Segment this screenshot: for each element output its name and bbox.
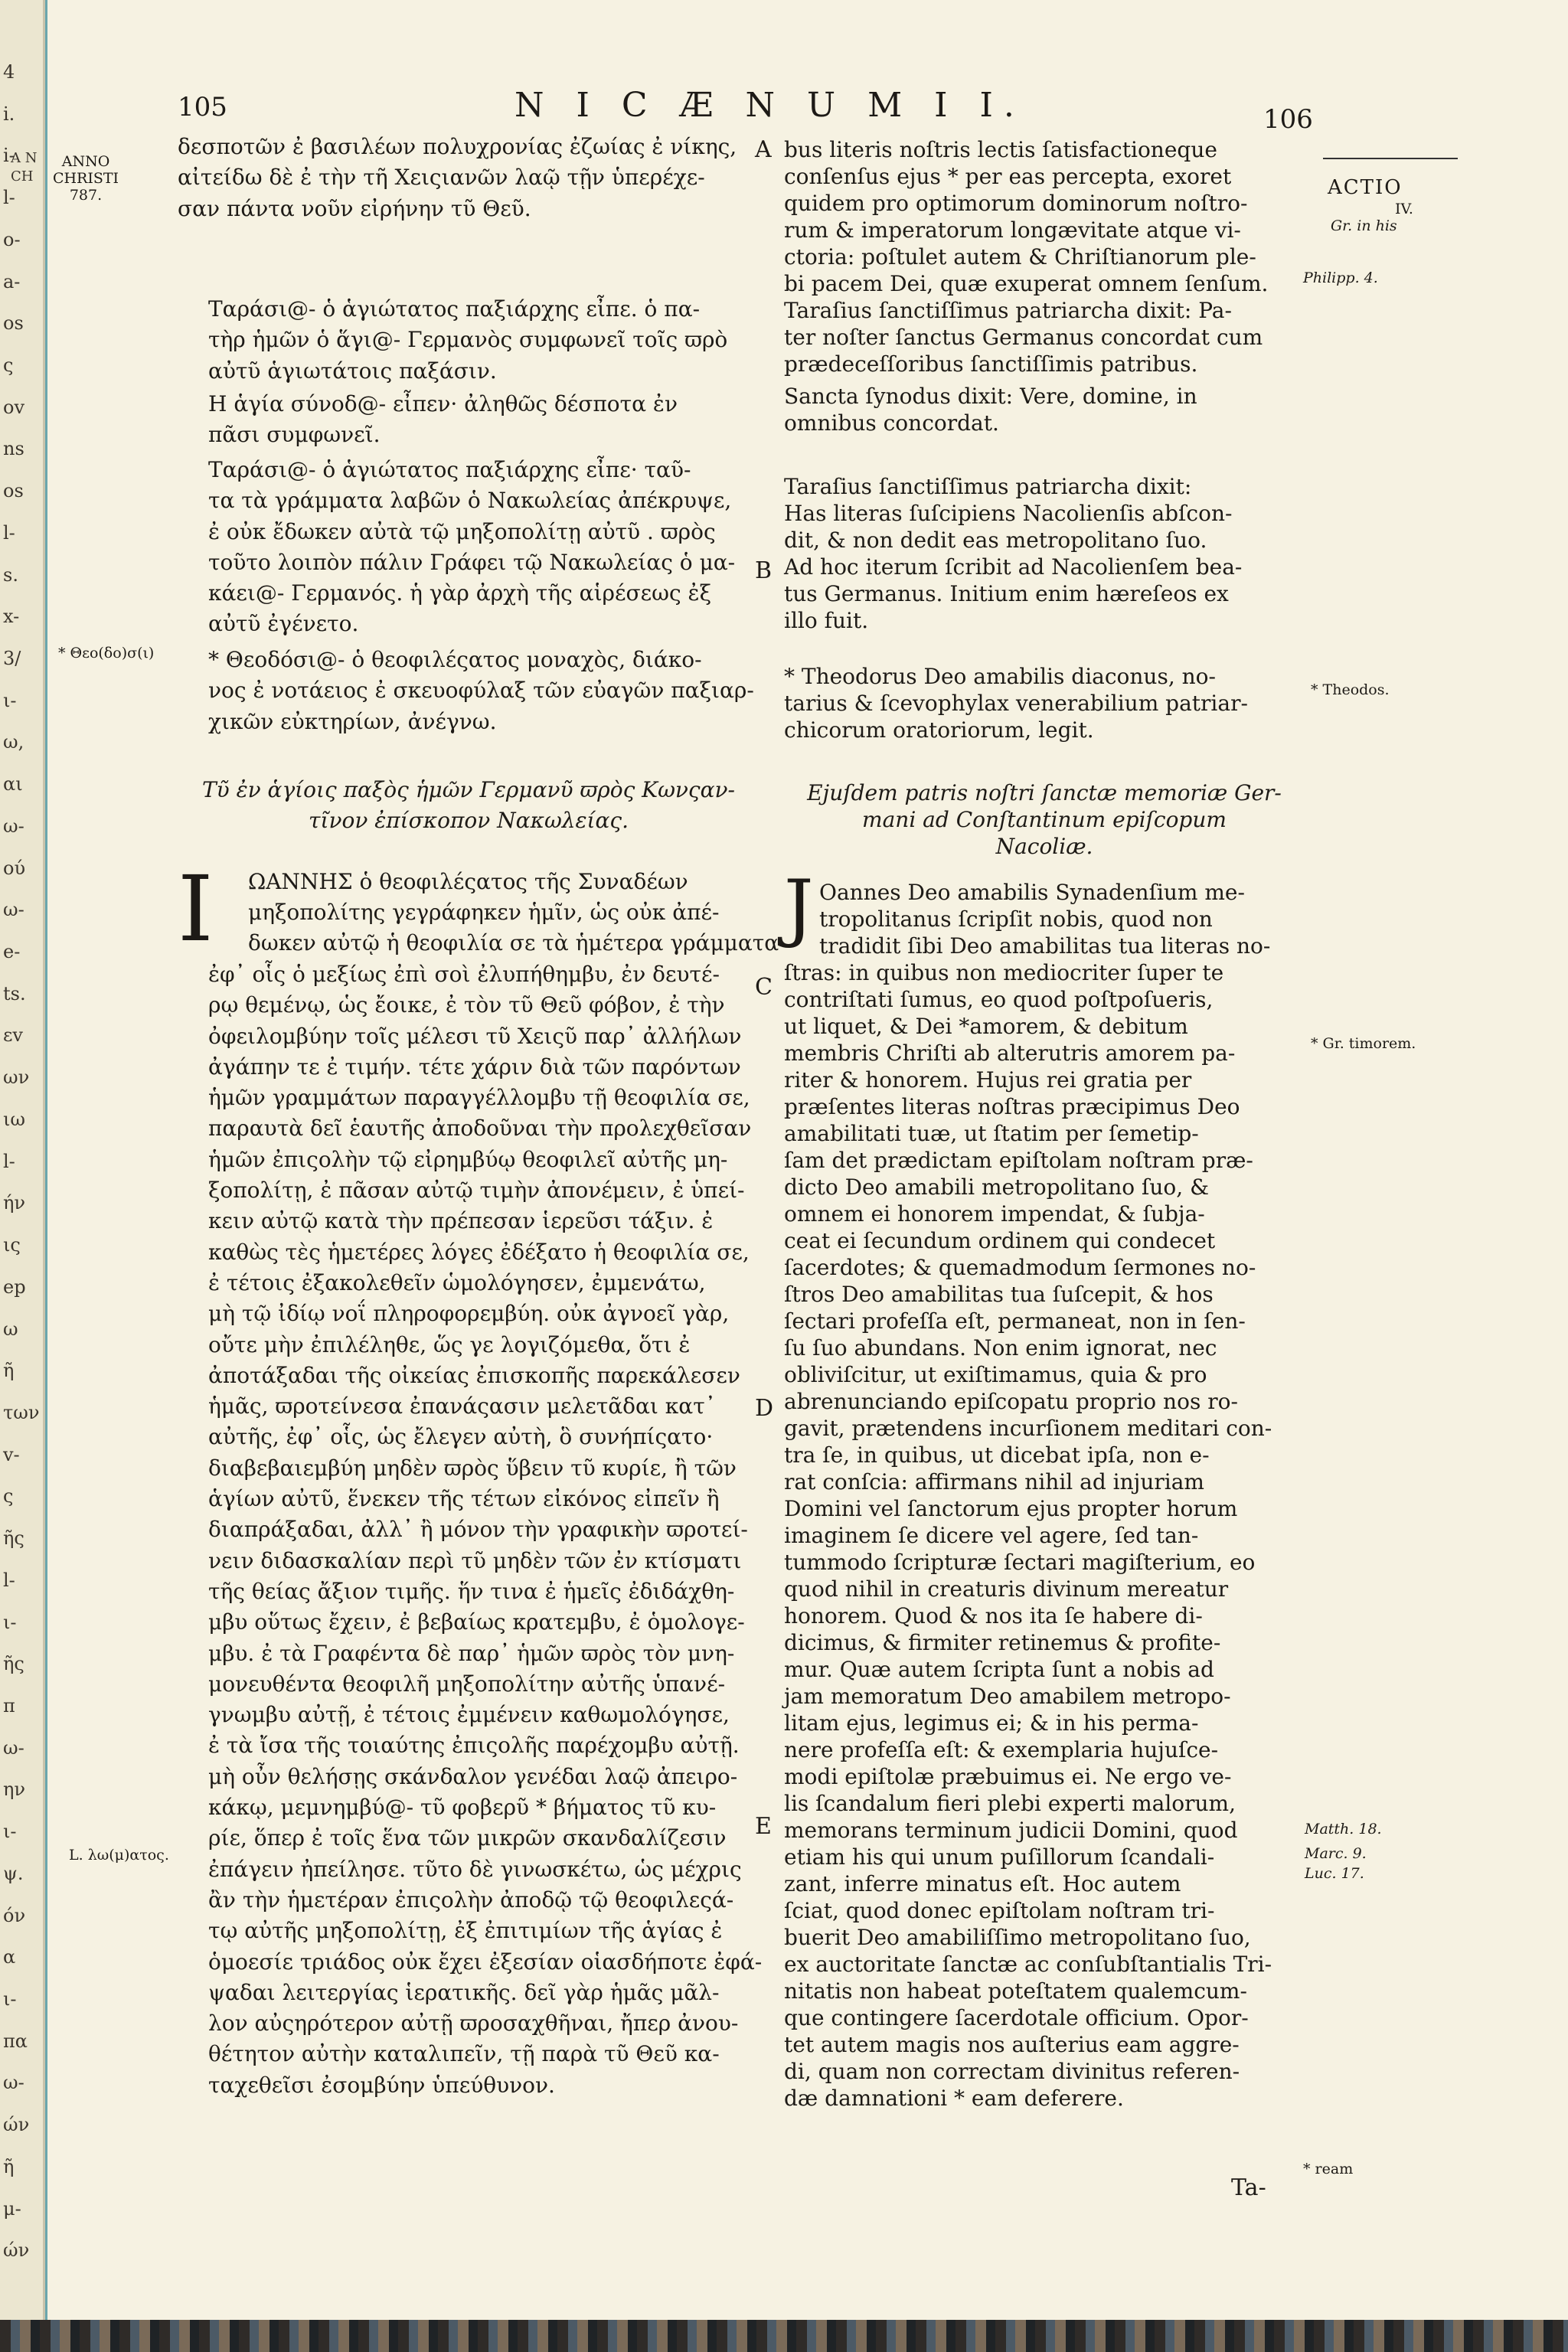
text-line: ut liquet, & Dei *amorem, & debitum [784, 1014, 1188, 1039]
text-line: chicorum oratoriorum, legit. [784, 717, 1094, 743]
text-line: χικῶν εὐκτηρίων, ἀνέγνω. [208, 708, 497, 734]
greek-letter-heading [185, 775, 752, 837]
text-line: δωκεν αὐτῷ ἡ θεοφιλία σε τὰ ἡμέτερα γράμματα· [248, 930, 786, 956]
text-line: ἡμῶν γραμμάτων παραγγέλλομβυ τῇ θεοφιλία σε, [208, 1085, 750, 1111]
text-line: riter & honorem. Hujus rei gratia per [784, 1067, 1192, 1093]
text-line: imaginem ſe dicere vel agere, ſed tan- [784, 1523, 1199, 1548]
text-line: μβυ οὕτως ἔχειν, ἐ βεβαίως κρατεμβυ, ἐ ὁμολογε- [208, 1609, 745, 1635]
strip-fragment: ι- [3, 1988, 17, 2010]
strip-fragment: s. [3, 564, 18, 586]
strip-fragment: ι- [3, 1821, 17, 1843]
text-line: κάει@- Γερμανός. ἡ γὰρ ἀρχὴ τῆς αἱρέσεως ἐξ [208, 580, 711, 606]
text-line: buerit Deo amabiliſſimo metropolitano ſuo, [784, 1925, 1251, 1950]
strip-fragment: ων [3, 1067, 30, 1089]
strip-fragment: a- [3, 270, 21, 292]
latin-paragraph-4 [784, 473, 1242, 634]
text-line: mur. Quæ autem ſcripta ſunt a nobis ad [784, 1657, 1214, 1682]
text-line: ἐ τὰ ἴσα τῆς τοιαύτης ἐπιςολῆς παρέχομβυ αὐτῇ. [208, 1733, 740, 1759]
text-line: νος ἐ νοτάειος ἐ σκευοφύλαξ τῶν εὐαγῶν παξιαρ- [208, 678, 754, 704]
text-line: ἐ τέτοις ἐξακολεθεῖν ὡμολόγησεν, ἐμμενάτω, [208, 1269, 706, 1295]
strip-fragment: ῆς [3, 1527, 24, 1550]
text-line: nere profeſſa eſt: & exemplaria hujuſce- [784, 1737, 1219, 1762]
text-line: Ad hoc iterum ſcribit ad Nacolienſem bea- [784, 554, 1243, 580]
text-line: ἡμῶν ἐπιςολὴν τῷ εἰρημβύῳ θεοφιλεῖ αὐτῆς μη- [208, 1146, 728, 1172]
text-line: αἰτείδω δὲ ἐ τὴν τῆ Χειςιανῶν λαῷ τῇν ὑπερέχε- [178, 165, 705, 191]
strip-fragment: ιω [3, 1108, 25, 1130]
strip-fragment: μ- [3, 2197, 21, 2220]
strip-anno-fragment: A N [11, 150, 38, 166]
strip-fragment: 3/ [3, 648, 21, 670]
anno-christi-note: ANNO CHRISTI 787. [52, 153, 119, 204]
latin-letter-body [784, 959, 1272, 2112]
text-line: gavit, prætendens incurſionem meditari con- [784, 1416, 1272, 1441]
text-line: ceat ei ſecundum ordinem qui condecet [784, 1228, 1216, 1253]
latin-letter-heading [784, 779, 1305, 860]
text-line: omnem ei honorem impendat, & ſubja- [784, 1201, 1205, 1227]
strip-fragment: e- [3, 941, 21, 963]
text-line: lis ſcandalum fieri plebi experti malorum, [784, 1791, 1236, 1816]
text-line: διαπράξαδαι, ἀλλ᾽ ἢ μόνον τὴν γραφικὴν ϖροτεί- [208, 1517, 748, 1543]
text-line: λον αὐςηρότερον αὐτῇ ϖροσαχθῆναι, ἤπερ ἀνου- [208, 2011, 739, 2037]
text-line: quidem pro optimorum dominorum noſtro- [784, 191, 1248, 216]
latin-paragraph-1 [784, 136, 1268, 297]
margin-note-gr-in-his: Gr. in his [1331, 217, 1397, 234]
page-number-right: 106 [1263, 104, 1313, 135]
text-line: ex auctoritate ſanctæ ac conſubſtantialis Tri- [784, 1952, 1272, 1977]
text-line: οὔτε μὴν ἐπιλέληθε, ὥς γε λογιζόμεθα, ὅτι ἐ [208, 1331, 691, 1357]
strip-fragment: o- [3, 228, 21, 250]
strip-fragment: ι- [3, 1611, 17, 1633]
text-line: τὴρ ἡμῶν ὁ ἅγι@- Γερμανὸς συμφωνεῖ τοῖς ϖρὸ [208, 327, 728, 353]
section-letter-c: C [755, 974, 773, 1001]
section-letter-d: D [755, 1395, 774, 1422]
text-line: ἐ οὐκ ἔδωκεν αὐτὰ τῷ μηξοπολίτῃ αὐτῦ . ϖρὸς [208, 518, 716, 544]
text-line: dicimus, & firmiter retinemus & profite- [784, 1630, 1221, 1655]
text-line: ρῳ θεμένῳ, ὡς ἔοικε, ἐ τὸν τῦ Θεῦ φόβον, ἐ τὴν [208, 992, 725, 1018]
text-line: abrenunciando epiſcopatu proprio nos ro- [784, 1389, 1238, 1414]
strip-fragment: l- [3, 521, 15, 544]
strip-fragment: os [3, 312, 24, 335]
latin-letter-first-line: Oannes Deo amabilis Synadenſium me- [819, 880, 1245, 905]
text-line: γνωμβυ αὐτῇ, ἐ τέτοις ἐμμένειν καθωμολόγησε, [208, 1702, 730, 1728]
text-line: Η ἁγία σύνοδ@- εἶπεν· ἀληθῶς δέσποτα ἐν [208, 391, 678, 416]
text-line: δεσποτῶν ἐ βασιλέων πολυχρονίας ἐζωίας ἐ νίκης, [178, 134, 737, 159]
text-line: ἐπάγειν ἠπείλησε. τῦτο δὲ γινωσκέτω, ὡς μέχρις [208, 1856, 742, 1882]
text-line: Taraſius ſanctiſſimus patriarcha dixit: Pa- [784, 298, 1232, 323]
strip-fragment: ς [3, 1485, 14, 1508]
text-line: * Theodorus Deo amabilis diaconus, no- [784, 664, 1216, 689]
text-line: Τῦ ἐν ἁγίοις παξὸς ἡμῶν Γερμανῦ ϖρὸς Κωνςαν- [201, 777, 736, 802]
text-line: ſciat, quod donec epiſtolam noſtram tri- [784, 1898, 1215, 1923]
strip-fragment: l- [3, 187, 15, 209]
text-line: ξοπολίτῃ, ἐ πᾶσαν αὐτῷ τιμὴν ἀπονέμειν, ἐ ὑπεί- [208, 1178, 745, 1204]
text-line: ἐφ᾽ οἷς ὁ μεξίως ἐπὶ σοὶ ἐλυπήθημβυ, ἐν δευτέ- [208, 962, 720, 987]
text-line: ἀγάπην τε ἐ τιμήν. τέτε χάριν διὰ τῶν παρόντων [208, 1054, 741, 1080]
text-line: Nacoliæ. [995, 834, 1093, 859]
section-letter-e: E [755, 1813, 772, 1840]
text-line: honorem. Quod & nos ita ſe habere di- [784, 1603, 1203, 1628]
margin-note-philipp: Philipp. 4. [1303, 270, 1378, 286]
text-line: Ταράσι@- ὁ ἁγιώτατος παξιάρχης εἶπε· ταῦ- [208, 457, 691, 482]
text-line: membris Chriſti ab alterutris amorem pa- [784, 1040, 1236, 1066]
text-line: bus literis noſtris lectis ſatisfactioneque [784, 137, 1217, 162]
text-line: τῖνον ἐπίσκοπον Νακωλείας. [308, 808, 629, 834]
text-line: μὴ οὖν θελήσῃς σκάνδαλον γενέδαι λαῷ ἀπειρο- [208, 1763, 738, 1789]
adjacent-page-strip [0, 0, 45, 2352]
section-letter-b: B [755, 557, 773, 584]
strip-fragment: ών [3, 2239, 30, 2262]
text-line: καθὼς τὲς ἡμετέρες λόγες ἐδέξατο ἡ θεοφιλία σε, [208, 1239, 750, 1265]
text-line: θέτητον αὐτὴν καταλιπεῖν, τῇ παρὰ τῦ Θεῦ κα- [208, 2041, 720, 2067]
text-line: ἂν τὴν ἡμετέραν ἐπιςολὴν ἀποδῷ τῷ θεοφιλεςά- [208, 1886, 734, 1913]
text-line: ταχεθεῖσι ἐσομβύην ὑπεύθυνον. [208, 2072, 555, 2098]
greek-initial: Ι [178, 856, 214, 962]
text-line: ὀφειλομβύην τοῖς μέλεσι τῦ Χειςῦ παρ᾽ ἀλλήλων [208, 1023, 742, 1049]
text-line: ρίε, ὅπερ ἐ τοῖς ἕνα τῶν μικρῶν σκανδαλίζεσιν [208, 1825, 727, 1851]
text-line: rat conſcia: affirmans nihil ad injuriam [784, 1469, 1204, 1494]
strip-fragment: ω- [3, 815, 24, 837]
text-line: πᾶσι συμφωνεῖ. [208, 422, 381, 448]
text-line: τα τὰ γράμματα λαβῶν ὁ Νακωλείας ἀπέκρυψε, [208, 488, 732, 514]
greek-letter-body [208, 959, 762, 2101]
text-line: τῆς θείας ἄξιον τιμῆς. ἥν τινα ἐ ἡμεῖς ἐδιδάχθη- [208, 1578, 735, 1604]
margin-rule [1323, 158, 1458, 159]
text-line: conſenſus ejus * per eas percepta, exoret [784, 164, 1232, 189]
text-line: que contingere ſacerdotale officium. Opor- [784, 2005, 1249, 2030]
strip-fragment: ήν [3, 1192, 25, 1214]
greek-paragraph-4 [208, 455, 735, 640]
text-line: modi epiſtolæ præbuimus ei. Ne ergo ve- [784, 1764, 1232, 1789]
page-number-left: 105 [178, 92, 227, 122]
text-line: mani ad Conſtantinum epiſcopum [862, 807, 1227, 832]
text-line: etiam his qui unum puſillorum ſcandali- [784, 1844, 1215, 1870]
strip-fragment: ού [3, 857, 26, 879]
text-line: ὁμοεσίε τριάδος οὐκ ἔχει ἐξεσίαν οἱασδήποτε ἐφά- [208, 1949, 763, 1975]
text-line: obliviſcitur, ut exiſtimamus, quia & pro [784, 1362, 1207, 1387]
running-title: N I C Æ N U M I I. [514, 86, 1025, 125]
text-line: ctoria: poſtulet autem & Chriſtianorum ple- [784, 244, 1256, 270]
text-line: omnibus concordat. [784, 410, 999, 436]
text-line: Taraſius ſanctiſſimus patriarcha dixit: [784, 474, 1192, 499]
text-line: ſtros Deo amabilitas tua ſuſcepit, & hos [784, 1282, 1214, 1307]
greek-letter-indented [248, 897, 786, 959]
text-line: di, quam non correctam divinitus referen- [784, 2059, 1240, 2084]
text-line: ter noſter ſanctus Germanus concordat cum [784, 325, 1263, 350]
text-line: Ejuſdem patris noſtri ſanctæ memoriæ Ger- [807, 780, 1282, 805]
strip-fragment: ην [3, 1779, 25, 1801]
text-line: Domini vel ſanctorum ejus propter horum [784, 1496, 1238, 1521]
text-line: tus Germanus. Initium enim hæreſeos ex [784, 581, 1229, 606]
text-line: ſtras: in quibus non mediocriter ſuper te [784, 960, 1224, 985]
text-line: ſectari profeſſa eſt, permaneat, non in ſen- [784, 1308, 1246, 1334]
text-line: ἁγίων αὐτῦ, ἕνεκεν τῆς τέτων εἰκόνος εἰπεῖν ἢ [208, 1486, 720, 1512]
strip-fragment: ω- [3, 2072, 24, 2094]
strip-fragment: ns [3, 438, 24, 460]
text-line: νειν διδασκαλίαν περὶ τῦ μηδὲν τῶν ἐν κτίσματι [208, 1547, 742, 1573]
text-line: αὐτῦ ἁγιωτάτοις παξάσιν. [208, 358, 497, 384]
greek-paragraph-3 [208, 389, 678, 451]
strip-fragment: i- [3, 145, 15, 167]
text-line: illo fuit. [784, 608, 869, 633]
strip-anno-fragment: CH [11, 168, 34, 185]
text-line: prædeceſſoribus ſanctiſſimis patribus. [784, 351, 1198, 377]
text-line: μβυ. ἐ τὰ Γραφέντα δὲ παρ᾽ ἡμῶν ϖρὸς τὸν μνη- [208, 1640, 735, 1666]
margin-note-variant: L. λω(μ)ατος. [69, 1847, 169, 1864]
text-line: μηξοπολίτης γεγράφηκεν ἡμῖν, ὡς οὐκ ἀπέ- [248, 900, 720, 925]
text-line: ψαδαι λειτεργίας ἱερατικῆς. δεῖ γὰρ ἡμᾶς μᾶλ- [208, 1979, 720, 2005]
text-line: litam ejus, legimus ei; & in his perma- [784, 1710, 1199, 1736]
text-line: dit, & non dedit eas metropolitano ſuo. [784, 528, 1207, 553]
margin-note-theodos: * Theodos. [1311, 681, 1390, 698]
text-line: Sancta ſynodus dixit: Vere, domine, in [784, 384, 1197, 409]
margin-note-luc: Luc. 17. [1305, 1865, 1364, 1882]
text-line: ἀποτάξαδαι τῆς οἰκείας ἐπισκοπῆς παρεκάλεσεν [208, 1362, 740, 1388]
greek-paragraph-5 [208, 645, 754, 737]
text-line: dicto Deo amabili metropolitano ſuo, & [784, 1174, 1209, 1200]
text-line: tet autem magis nos auſterius eam aggre- [784, 2032, 1240, 2057]
greek-paragraph-1 [178, 132, 737, 224]
text-line: * Θεοδόσι@- ὁ θεοφιλέςατος μοναχὸς, διάκο- [208, 647, 702, 672]
strip-fragment: π [3, 1694, 15, 1717]
text-line: tropolitanus ſcripſit nobis, quod non [819, 906, 1213, 932]
strip-fragment: 4 [3, 61, 15, 83]
strip-fragment: x- [3, 606, 20, 628]
actio-label: ACTIO [1328, 176, 1403, 199]
text-line: αὐτῆς, ἐφ᾽ οἷς, ὡς ἔλεγεν αὐτὴ, ὃ συνήπίςατο· [208, 1424, 714, 1450]
strip-fragment: os [3, 480, 24, 502]
section-letter-a: A [755, 136, 772, 163]
strip-fragment: ts. [3, 982, 26, 1004]
scanner-bed-edge [0, 2320, 1568, 2352]
text-line: zant, inferre minatus eſt. Hoc autem [784, 1871, 1181, 1896]
text-line: Has literas ſuſcipiens Nacolienſis abſcon- [784, 501, 1233, 526]
catchword: Ta- [1231, 2174, 1266, 2201]
strip-fragment: ov [3, 396, 25, 418]
strip-fragment: των [3, 1401, 40, 1423]
margin-note-ream: * ream [1303, 2161, 1354, 2177]
latin-paragraph-3 [784, 383, 1197, 436]
strip-fragment: ψ. [3, 1862, 24, 1884]
greek-letter-first-line: ΩΑΝΝΗΣ ὁ θεοφιλέςατος τῆς Συναδέων [248, 869, 688, 894]
strip-fragment: ῆς [3, 1653, 24, 1675]
greek-paragraph-2 [208, 294, 727, 387]
strip-fragment: l- [3, 1569, 15, 1591]
latin-paragraph-2 [784, 297, 1263, 377]
text-line: ſam det prædictam epiſtolam noſtram præ- [784, 1148, 1253, 1173]
strip-fragment: ω- [3, 1736, 24, 1759]
strip-fragment: l- [3, 1150, 15, 1172]
text-line: dæ damnationi * eam deferere. [784, 2086, 1124, 2111]
strip-fragment: ις [3, 1234, 21, 1256]
strip-fragment: ῆ [3, 2155, 15, 2177]
strip-fragment: ς [3, 354, 14, 377]
margin-note-marc: Marc. 9. [1305, 1845, 1367, 1862]
text-line: bi pacem Dei, quæ exuperat omnem ſenſum. [784, 271, 1269, 296]
text-line: præſentes literas noſtras præcipimus Deo [784, 1094, 1240, 1119]
text-line: κάκῳ, μεμνημβύ@- τῦ φοβερῦ * βήματος τῦ κυ- [208, 1795, 717, 1821]
strip-fragment: ών [3, 2114, 30, 2136]
text-line: rum & imperatorum longævitate atque vi- [784, 217, 1241, 243]
text-line: διαβεβαιεμβύη μηδὲν ϖρὸς ὕβειν τῦ κυρίε, ἢ τῶν [208, 1455, 737, 1481]
text-line: τῳ αὐτῆς μηξοπολίτῃ, ἐξ ἐπιτιμίων τῆς ἁγίας ἐ [208, 1918, 723, 1944]
latin-letter-indented [819, 906, 1270, 959]
book-page [47, 0, 1568, 2320]
strip-fragment: α [3, 1946, 16, 1968]
strip-fragment: αι [3, 773, 23, 795]
strip-fragment: εv [3, 1024, 23, 1047]
text-line: μονευθέντα θεοφιλῆ μηξοπολίτην αὐτῆς ὑπανέ- [208, 1671, 726, 1697]
strip-fragment: ι- [3, 689, 17, 711]
margin-note-theodosius: * Θεο(δο)σ(ι) [58, 645, 155, 662]
text-line: ἡμᾶς, ϖροτείνεσα ἐπανάςασιν μελετᾶδαι κατ᾽ [208, 1393, 716, 1419]
text-line: tradidit ſibi Deo amabilitas tua literas no- [819, 933, 1271, 959]
strip-fragment: ω- [3, 899, 24, 921]
text-line: Ταράσι@- ὁ ἁγιώτατος παξιάρχης εἶπε. ὁ πα- [208, 296, 701, 322]
latin-initial: J [784, 864, 814, 950]
text-line: παραυτὰ δεῖ ἑαυτῆς ἀποδοῦναι τὴν προλεχθεῖσαν [208, 1116, 752, 1142]
margin-note-gr-timorem: * Gr. timorem. [1311, 1035, 1416, 1052]
text-line: ſu ſuo abundans. Non enim ignorat, nec [784, 1335, 1217, 1361]
strip-fragment: i. [3, 103, 15, 125]
text-line: μὴ τῷ ἰδίῳ νοΐ πληροφορεμβύη. οὐκ ἀγνοεῖ γὰρ, [208, 1301, 730, 1327]
text-line: nitatis non habeat poteſtatem qualemcum- [784, 1978, 1247, 2004]
strip-fragment: όν [3, 1904, 26, 1926]
strip-fragment: πα [3, 2030, 28, 2052]
text-line: σαν πάντα νοῦν εἰρήνην τῦ Θεῦ. [178, 195, 531, 221]
strip-fragment: ω, [3, 731, 24, 753]
strip-fragment: ω [3, 1318, 18, 1340]
text-line: τοῦτο λοιπὸν πάλιν Γράφει τῷ Νακωλείας ὁ μα- [208, 549, 736, 575]
text-line: tra ſe, in quibus, ut dicebat ipſa, non e- [784, 1442, 1210, 1468]
text-line: tarius & ſcevophylax venerabilium patriar- [784, 691, 1248, 716]
actio-number: IV. [1395, 201, 1413, 217]
strip-fragment: ῆ [3, 1360, 15, 1382]
text-line: tummodo ſcripturæ ſectari magiſterium, eo [784, 1550, 1256, 1575]
text-line: ſacerdotes; & quemadmodum ſermones no- [784, 1255, 1256, 1280]
text-line: αὐτῦ ἐγένετο. [208, 611, 359, 637]
strip-fragment: v- [3, 1443, 20, 1465]
text-line: amabilitati tuæ, ut ſtatim per ſemetip- [784, 1121, 1199, 1146]
text-line: memorans terminum judicii Domini, quod [784, 1818, 1238, 1843]
text-line: jam memoratum Deo amabilem metropo- [784, 1684, 1231, 1709]
text-line: κειν αὐτῷ κατὰ τὴν πρέπεσαν ἱερεῦσι τάξιν. ἐ [208, 1208, 714, 1234]
strip-fragment: ep [3, 1276, 26, 1298]
text-line: quod nihil in creaturis divinum mereatur [784, 1576, 1229, 1602]
margin-note-matth: Matth. 18. [1305, 1821, 1382, 1838]
latin-paragraph-5 [784, 663, 1248, 743]
text-line: contriſtati ſumus, eo quod poſtpoſueris, [784, 987, 1214, 1012]
